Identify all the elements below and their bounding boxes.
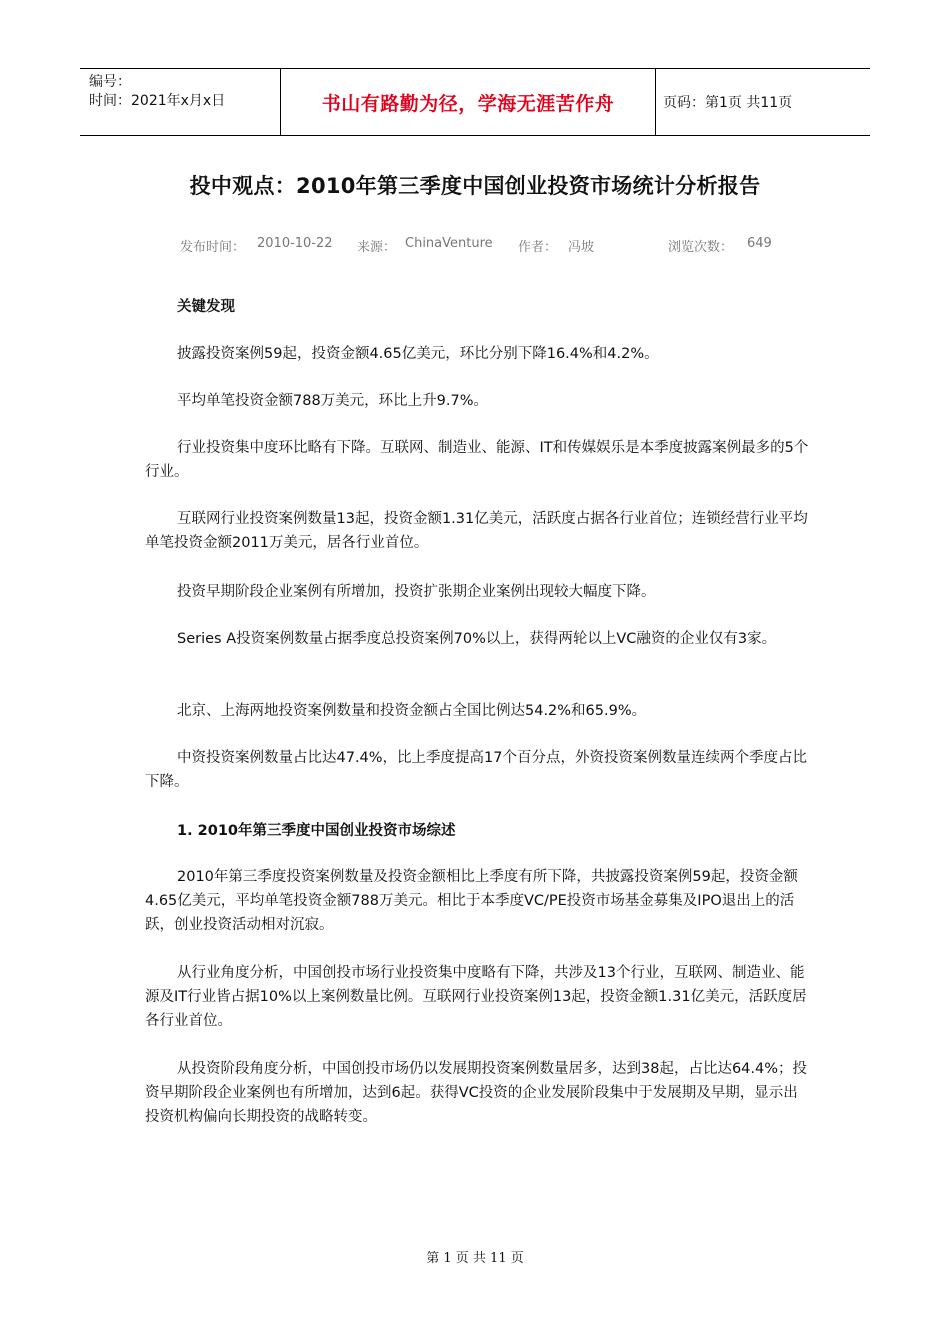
published-label: 发布时间： — [180, 240, 246, 255]
date-label: 时间：2021年x月x日 — [89, 93, 226, 109]
key-finding-6: Series A投资案例数量占据季度总投资案例70%以上，获得两轮以上VC融资的企业仅有3家。 — [177, 631, 777, 647]
header-table — [80, 68, 870, 136]
motto: 书山有路勤为径，学海无涯苦作舟 — [281, 69, 656, 135]
serial-label: 编号： — [89, 74, 131, 90]
author-value: 冯坡 — [568, 240, 595, 255]
source-value: ChinaVenture — [405, 236, 493, 251]
source-label: 来源： — [357, 240, 397, 255]
page-title: 投中观点：2010年第三季度中国创业投资市场统计分析报告 — [189, 174, 761, 198]
overview-heading: 1. 2010年第三季度中国创业投资市场综述 — [177, 823, 456, 839]
published-value: 2010-10-22 — [257, 236, 333, 251]
overview-paragraph-2: 从行业角度分析，中国创投市场行业投资集中度略有下降，共涉及13个行业，互联网、制造业、能源及IT行业皆占据10%以上案例数量比例。互联网行业投资案例13起，投资金额1.31亿美元，活跃度居各行业首位。 — [145, 965, 807, 1029]
article-meta — [0, 236, 950, 254]
page-info: 页码：第1页 共11页 — [663, 95, 793, 111]
views-value: 649 — [747, 236, 772, 251]
key-findings-heading: 关键发现 — [177, 299, 235, 315]
key-finding-3: 行业投资集中度环比略有下降。互联网、制造业、能源、IT和传媒娱乐是本季度披露案例最多的5个行业。 — [145, 440, 809, 480]
overview-paragraph-3: 从投资阶段角度分析，中国创投市场仍以发展期投资案例数量居多，达到38起，占比达64.4%；投资早期阶段企业案例也有所增加，达到6起。获得VC投资的企业发展阶段集中于发展期及早期，显示出投资机构偏向长期投资的战略转变。 — [145, 1061, 808, 1125]
key-finding-5: 投资早期阶段企业案例有所增加，投资扩张期企业案例出现较大幅度下降。 — [177, 584, 656, 600]
key-finding-1: 披露投资案例59起，投资金额4.65亿美元，环比分别下降16.4%和4.2%。 — [177, 346, 659, 362]
key-finding-7: 北京、上海两地投资案例数量和投资金额占全国比例达54.2%和65.9%。 — [177, 703, 647, 719]
key-finding-8: 中资投资案例数量占比达47.4%，比上季度提高17个百分点，外资投资案例数量连续两个季度占比下降。 — [145, 750, 808, 790]
author-label: 作者： — [518, 240, 558, 255]
header-left-cell — [80, 69, 281, 135]
page-footer: 第 1 页 共 11 页 — [426, 1251, 524, 1266]
key-finding-2: 平均单笔投资金额788万美元，环比上升9.7%。 — [177, 393, 489, 409]
views-label: 浏览次数： — [668, 240, 734, 255]
overview-paragraph-1: 2010年第三季度投资案例数量及投资金额相比上季度有所下降，共披露投资案例59起，投资金额4.65亿美元，平均单笔投资金额788万美元。相比于本季度VC/PE投资市场基金募集及IPO退出上的活跃，创业投资活动相对沉寂。 — [145, 869, 798, 933]
key-finding-4: 互联网行业投资案例数量13起，投资金额1.31亿美元，活跃度占据各行业首位；连锁经营行业平均单笔投资金额2011万美元，居各行业首位。 — [145, 511, 808, 551]
